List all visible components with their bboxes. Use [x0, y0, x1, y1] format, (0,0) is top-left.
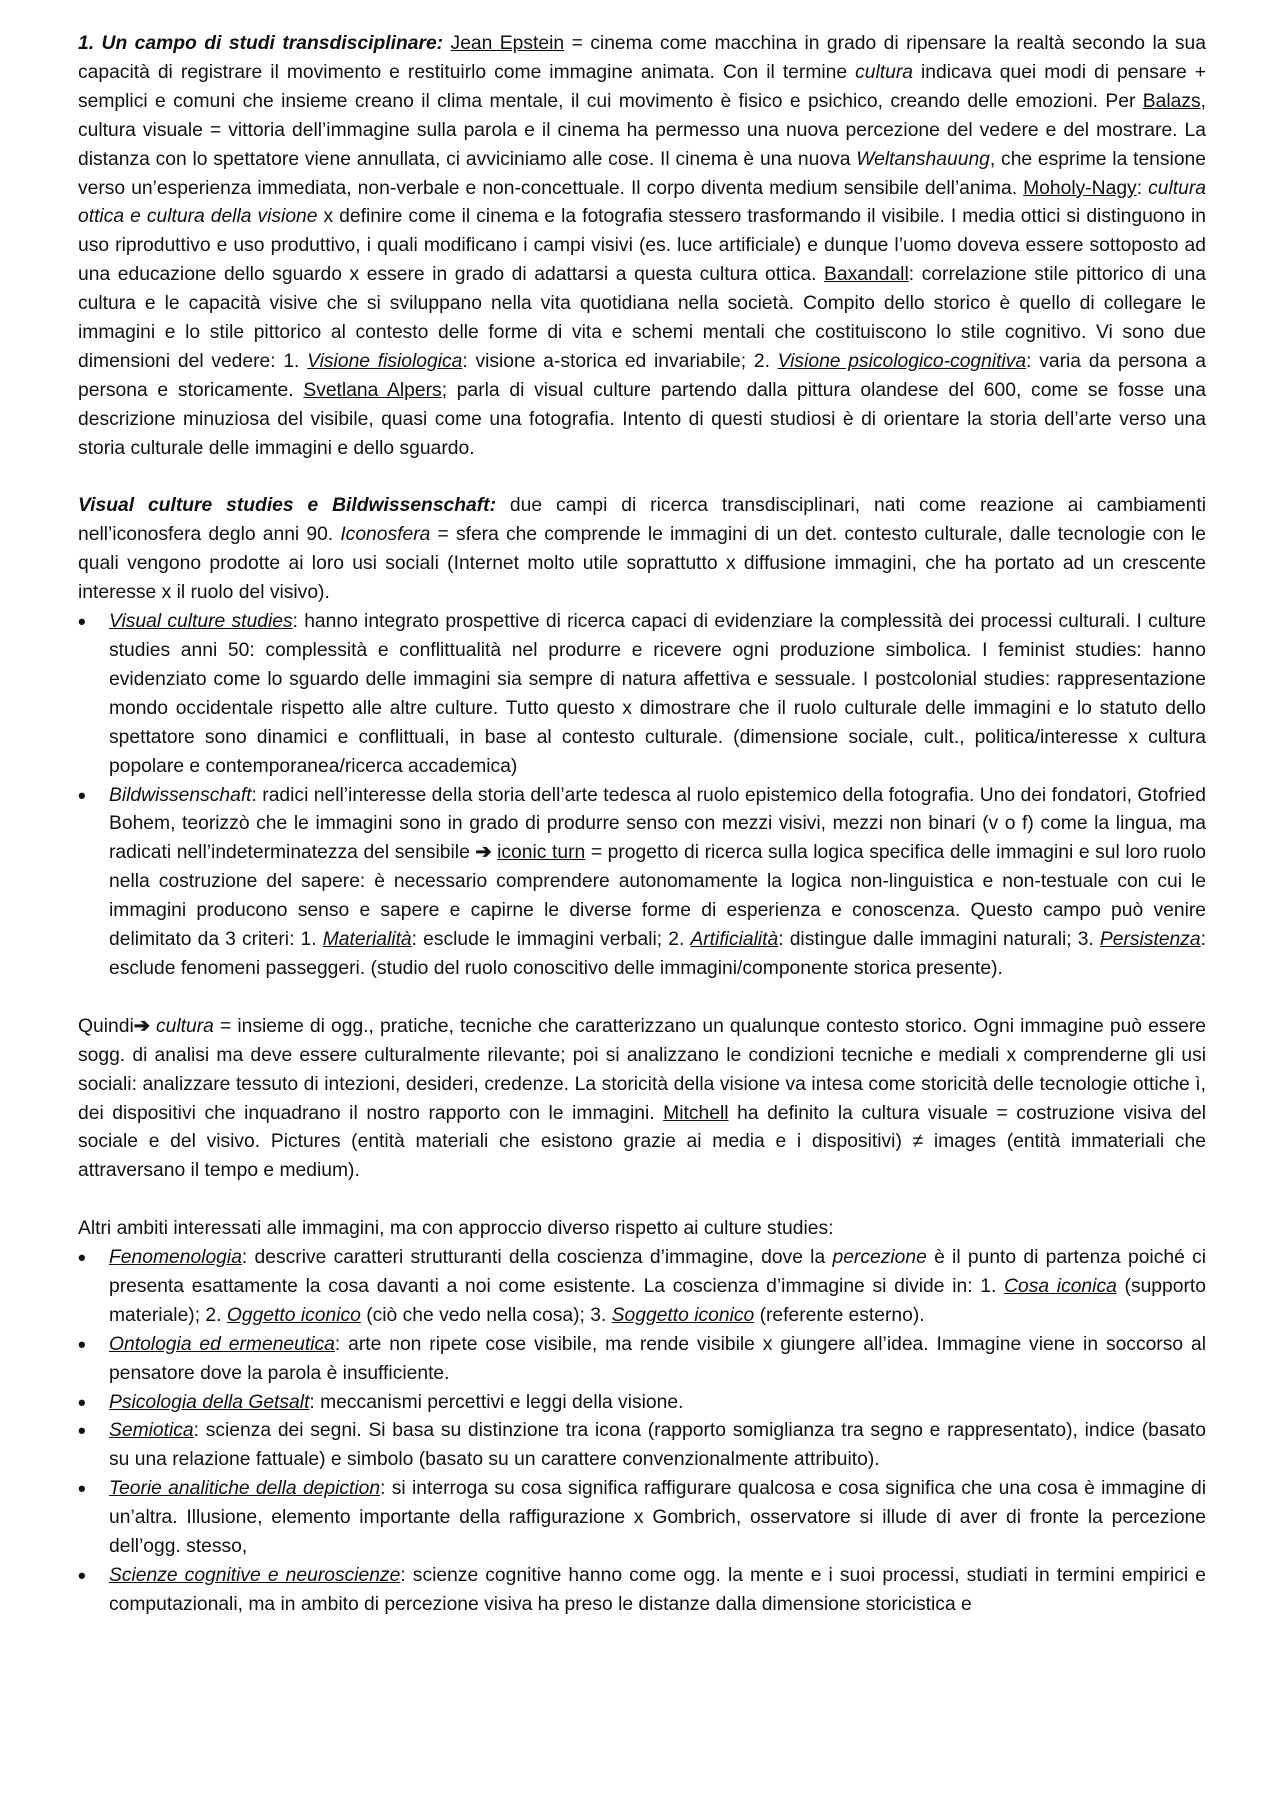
term-cultura: cultura — [156, 1015, 214, 1037]
text-run: , che esprime la tensione verso un’esperienza immediata, non-verbale e non-concettuale. Il corpo diventa medium sensibile dell’anima. — [78, 148, 1207, 199]
paragraph-visual-culture — [78, 492, 1206, 608]
text-run: : radici nell’interesse della storia dell’arte tedesca al ruolo epistemico della fotografia. Uno dei fondatori, Gtofried Bohem, teorizzò che le immagini sono in grado di produrre senso con mezzi visivi, mezzi non binari (v o f) come la lingua, ma radicati nell’indeterminatezza del sensibile — [109, 784, 1206, 864]
text-run: = progetto di ricerca sulla logica specifica delle immagini e sul loro ruolo nella costruzione del sapere: è necessario comprendere autonomamente la logica non-linguistica e non-testuale con cui le immagini producono senso e sapere e capirne le diverse forme di esperienza e conoscenza. Questo campo può venire delimitato da 3 criteri: 1. — [109, 842, 1207, 951]
text-run: : meccanismi percettivi e leggi della visione. — [309, 1391, 684, 1413]
text-run: : visione a-storica ed invariabile; 2. — [462, 350, 778, 372]
term-psicologia-getsalt: Psicologia della Getsalt — [109, 1391, 310, 1413]
term-weltanschauung: Weltanshauung — [856, 148, 990, 170]
text-run: : esclude le immagini verbali; 2. — [411, 929, 691, 951]
list-item — [78, 1562, 1206, 1620]
text-run: = sfera che comprende le immagini di un det. contesto culturale, dalle tecnologie con le quali vengono prodotte ai loro usi sociali (Internet molto utile soprattutto x diffusione immagini, che ha portato ad un crescente interesse x il ruolo del visivo). — [78, 524, 1207, 604]
text-run: : descrive caratteri strutturanti della coscienza d’immagine, dove la — [241, 1247, 833, 1269]
text-run: (ciò che vedo nella cosa); 3. — [360, 1304, 612, 1326]
term-iconosfera: Iconosfera — [340, 524, 431, 546]
name-alpers: Svetlana Alpers — [303, 379, 442, 401]
arrow-icon: ➔ — [133, 1015, 150, 1037]
term-bildwissenschaft: Bildwissenschaft — [109, 784, 252, 806]
name-baxandall: Baxandall — [824, 264, 909, 286]
term-semiotica: Semiotica — [109, 1420, 194, 1442]
bullet-list-campi — [78, 608, 1206, 984]
text-run — [443, 33, 450, 54]
text-run: : esclude fenomeni passeggeri. (studio del ruolo conoscitivo delle immagini/componente storica presente). — [109, 929, 1206, 979]
text-run: : distingue dalle immagini naturali; 3. — [778, 929, 1100, 951]
arrow-icon: ➔ — [475, 842, 492, 864]
text-run: (supporto materiale); 2. — [109, 1275, 1206, 1326]
term-scienze-cognitive: Scienze cognitive e neuroscienze — [109, 1564, 401, 1586]
term-ontologia: Ontologia ed ermeneutica — [109, 1333, 335, 1355]
term-fenomenologia: Fenomenologia — [109, 1247, 242, 1269]
text-run: , cultura visuale = vittoria dell’immagine sulla parola e il cinema ha permesso una nuova percezione del vedere e del mostrare. La distanza con lo spettatore viene annullata, ci avviciniamo alle cose. Il cinema è una nuova — [78, 90, 1206, 170]
term-cosa-iconica: Cosa iconica — [1004, 1275, 1117, 1297]
term-artificialita: Artificialità — [690, 929, 779, 951]
text-run: ha definito la cultura visuale = costruzione visiva del sociale e del visivo. Pictures (entità materiali che esistono grazie ai media e i dispositivi) ≠ images (entità immateriali che attraversano il tempo e medium). — [78, 1102, 1206, 1182]
text-run: : scienze cognitive hanno come ogg. la mente e i suoi processi, studiati in termini empirici e computazionali, ma in ambito di percezione visiva ha preso le distanze dalla dimensione storicistica e — [109, 1564, 1206, 1615]
text-run: indicava quei modi di pensare + semplici e comuni che insieme creano il clima mentale, il cui movimento è fisico e psichico, creando delle emozioni. Per — [78, 61, 1206, 112]
term-iconic-turn: iconic turn — [497, 842, 586, 864]
list-item — [78, 1417, 1206, 1475]
text-run: : si interroga su cosa significa raffigurare qualcosa e cosa significa che una cosa è immagine di un’altra. Illusione, elemento importante della raffigurazione x Gombrich, osservatore si illude di aver di fronte la percezione dell’ogg. stesso, — [109, 1478, 1206, 1558]
paragraph-altri-ambiti: Altri ambiti interessati alle immagini, ma con approccio diverso rispetto ai culture studies: — [78, 1218, 834, 1240]
list-item — [78, 1244, 1206, 1331]
list-item — [78, 1389, 1206, 1418]
term-cultura-ottica: cultura ottica e cultura della visione — [78, 177, 1206, 228]
text-run: (referente esterno). — [754, 1304, 925, 1326]
list-item — [78, 608, 1206, 781]
name-mitchell: Mitchell — [663, 1102, 729, 1124]
text-run: due campi di ricerca transdisciplinari, nati come reazione ai cambiamenti nell’iconosfera deglo anni 90. — [78, 495, 1206, 546]
term-materialita: Materialità — [322, 929, 412, 951]
text-run: : arte non ripete cose visibile, ma rende visibile x giungere all’idea. Immagine viene in soccorso al pensatore dove la parola è insufficiente. — [109, 1333, 1206, 1384]
list-item — [78, 1475, 1206, 1562]
text-run: : scienza dei segni. Si basa su distinzione tra icona (rapporto somiglianza tra segno e rappresentato), indice (basato su una relazione fattuale) e simbolo (basato su un carattere convenzionalmente attribuito). — [109, 1420, 1206, 1471]
list-item — [78, 782, 1206, 984]
text-run: Quindi — [78, 1015, 134, 1037]
term-visione-psicologico: Visione psicologico-cognitiva — [777, 350, 1027, 372]
term-persistenza: Persistenza — [1099, 929, 1201, 951]
text-run: è il punto di partenza poiché ci presenta esattamente la cosa davanti a noi come esistente. La coscienza d’immagine si divide in: 1. — [109, 1247, 1206, 1297]
term-oggetto-iconico: Oggetto iconico — [226, 1304, 361, 1326]
text-run: : varia da persona a persona e storicamente. — [78, 350, 1206, 401]
paragraph-campo-di-studi — [78, 30, 1206, 464]
term-soggetto-iconico: Soggetto iconico — [611, 1304, 755, 1326]
term-cultura: cultura — [855, 61, 913, 83]
term-visual-culture-studies: Visual culture studies — [109, 611, 293, 633]
text-run: : — [1136, 177, 1149, 199]
section-heading: Visual culture studies e Bildwissenschaft: — [78, 495, 497, 517]
text-run: : correlazione stile pittorico di una cultura e le capacità visive che si sviluppano nella vita quotidiana nella società. Compito dello storico è quello di collegare le immagini e lo stile pittorico al contesto delle forme di vita e schemi mentali che costituiscono lo stile cognitivo. Vi sono due dimensioni del vedere: 1. — [78, 264, 1206, 372]
text-run: = insieme di ogg., pratiche, tecniche che caratterizzano un qualunque contesto storico. Ogni immagine può essere sogg. di analisi ma deve essere culturalmente rilevante; poi si analizzano le condizioni tecniche e mediali x comprenderne gli usi sociali: analizzare tessuto di intezioni, desideri, credenze. La storicità della visione va intesa come storicità delle tecnologie ottiche ì, dei dispositivi che inquadrano il nostro rapporto con le immagini. — [78, 1015, 1206, 1124]
name-balazs: Balazs — [1142, 90, 1201, 112]
term-visione-fisiologica: Visione fisiologica — [307, 350, 463, 372]
text-run: ; parla di visual culture partendo dalla pittura olandese del 600, come se fosse una descrizione minuziosa del visibile, quasi come una fotografia. Intento di questi studiosi è di orientare la storia dell’arte verso una storia culturale delle immagini e dello sguardo. — [78, 379, 1206, 459]
list-item — [78, 1331, 1206, 1389]
text-run: = cinema come macchina in grado di ripensare la realtà secondo la sua capacità di registrare il movimento e restituirlo come immagine animata. Con il termine — [78, 33, 1206, 83]
text-run: : hanno integrato prospettive di ricerca capaci di evidenziare la complessità dei processi culturali. I culture studies anni 50: complessità e conflittualità nel produrre e ricevere ogni produzione simbolica. I feminist studies: hanno evidenziato come lo sguardo delle immagini sia sempre di natura affettiva e sessuale. I postcolonial studies: rappresentazione mondo occidentale rispetto alle altre culture. Tutto questo x dimostrare che il ruolo culturale delle immagini e lo statuto dello spettatore sono dinamici e conflittuali, in base al contesto culturale. (dimensione sociale, cult., politica/interesse x cultura popolare e contemporanea/ricerca accademica) — [109, 611, 1206, 777]
paragraph-quindi — [78, 1013, 1206, 1186]
name-epstein: Jean Epstein — [450, 33, 565, 54]
bullet-list-ambiti — [78, 1244, 1206, 1620]
term-teorie-depiction: Teorie analitiche della depiction — [109, 1478, 381, 1500]
text-run: x definire come il cinema e la fotografia stessero trasformando il visibile. I media ottici si distinguono in uso riproduttivo e uso produttivo, i quali modificano i campi visivi (es. luce artificiale) e dunque l’uomo doveva essere sottoposto ad una educazione dello sguardo x essere in grado di adattarsi a questa cultura ottica. — [78, 206, 1206, 286]
term-percezione: percezione — [832, 1247, 927, 1269]
section-heading: 1. Un campo di studi transdisciplinare: — [78, 33, 444, 54]
name-moholy-nagy: Moholy-Nagy — [1023, 177, 1137, 199]
